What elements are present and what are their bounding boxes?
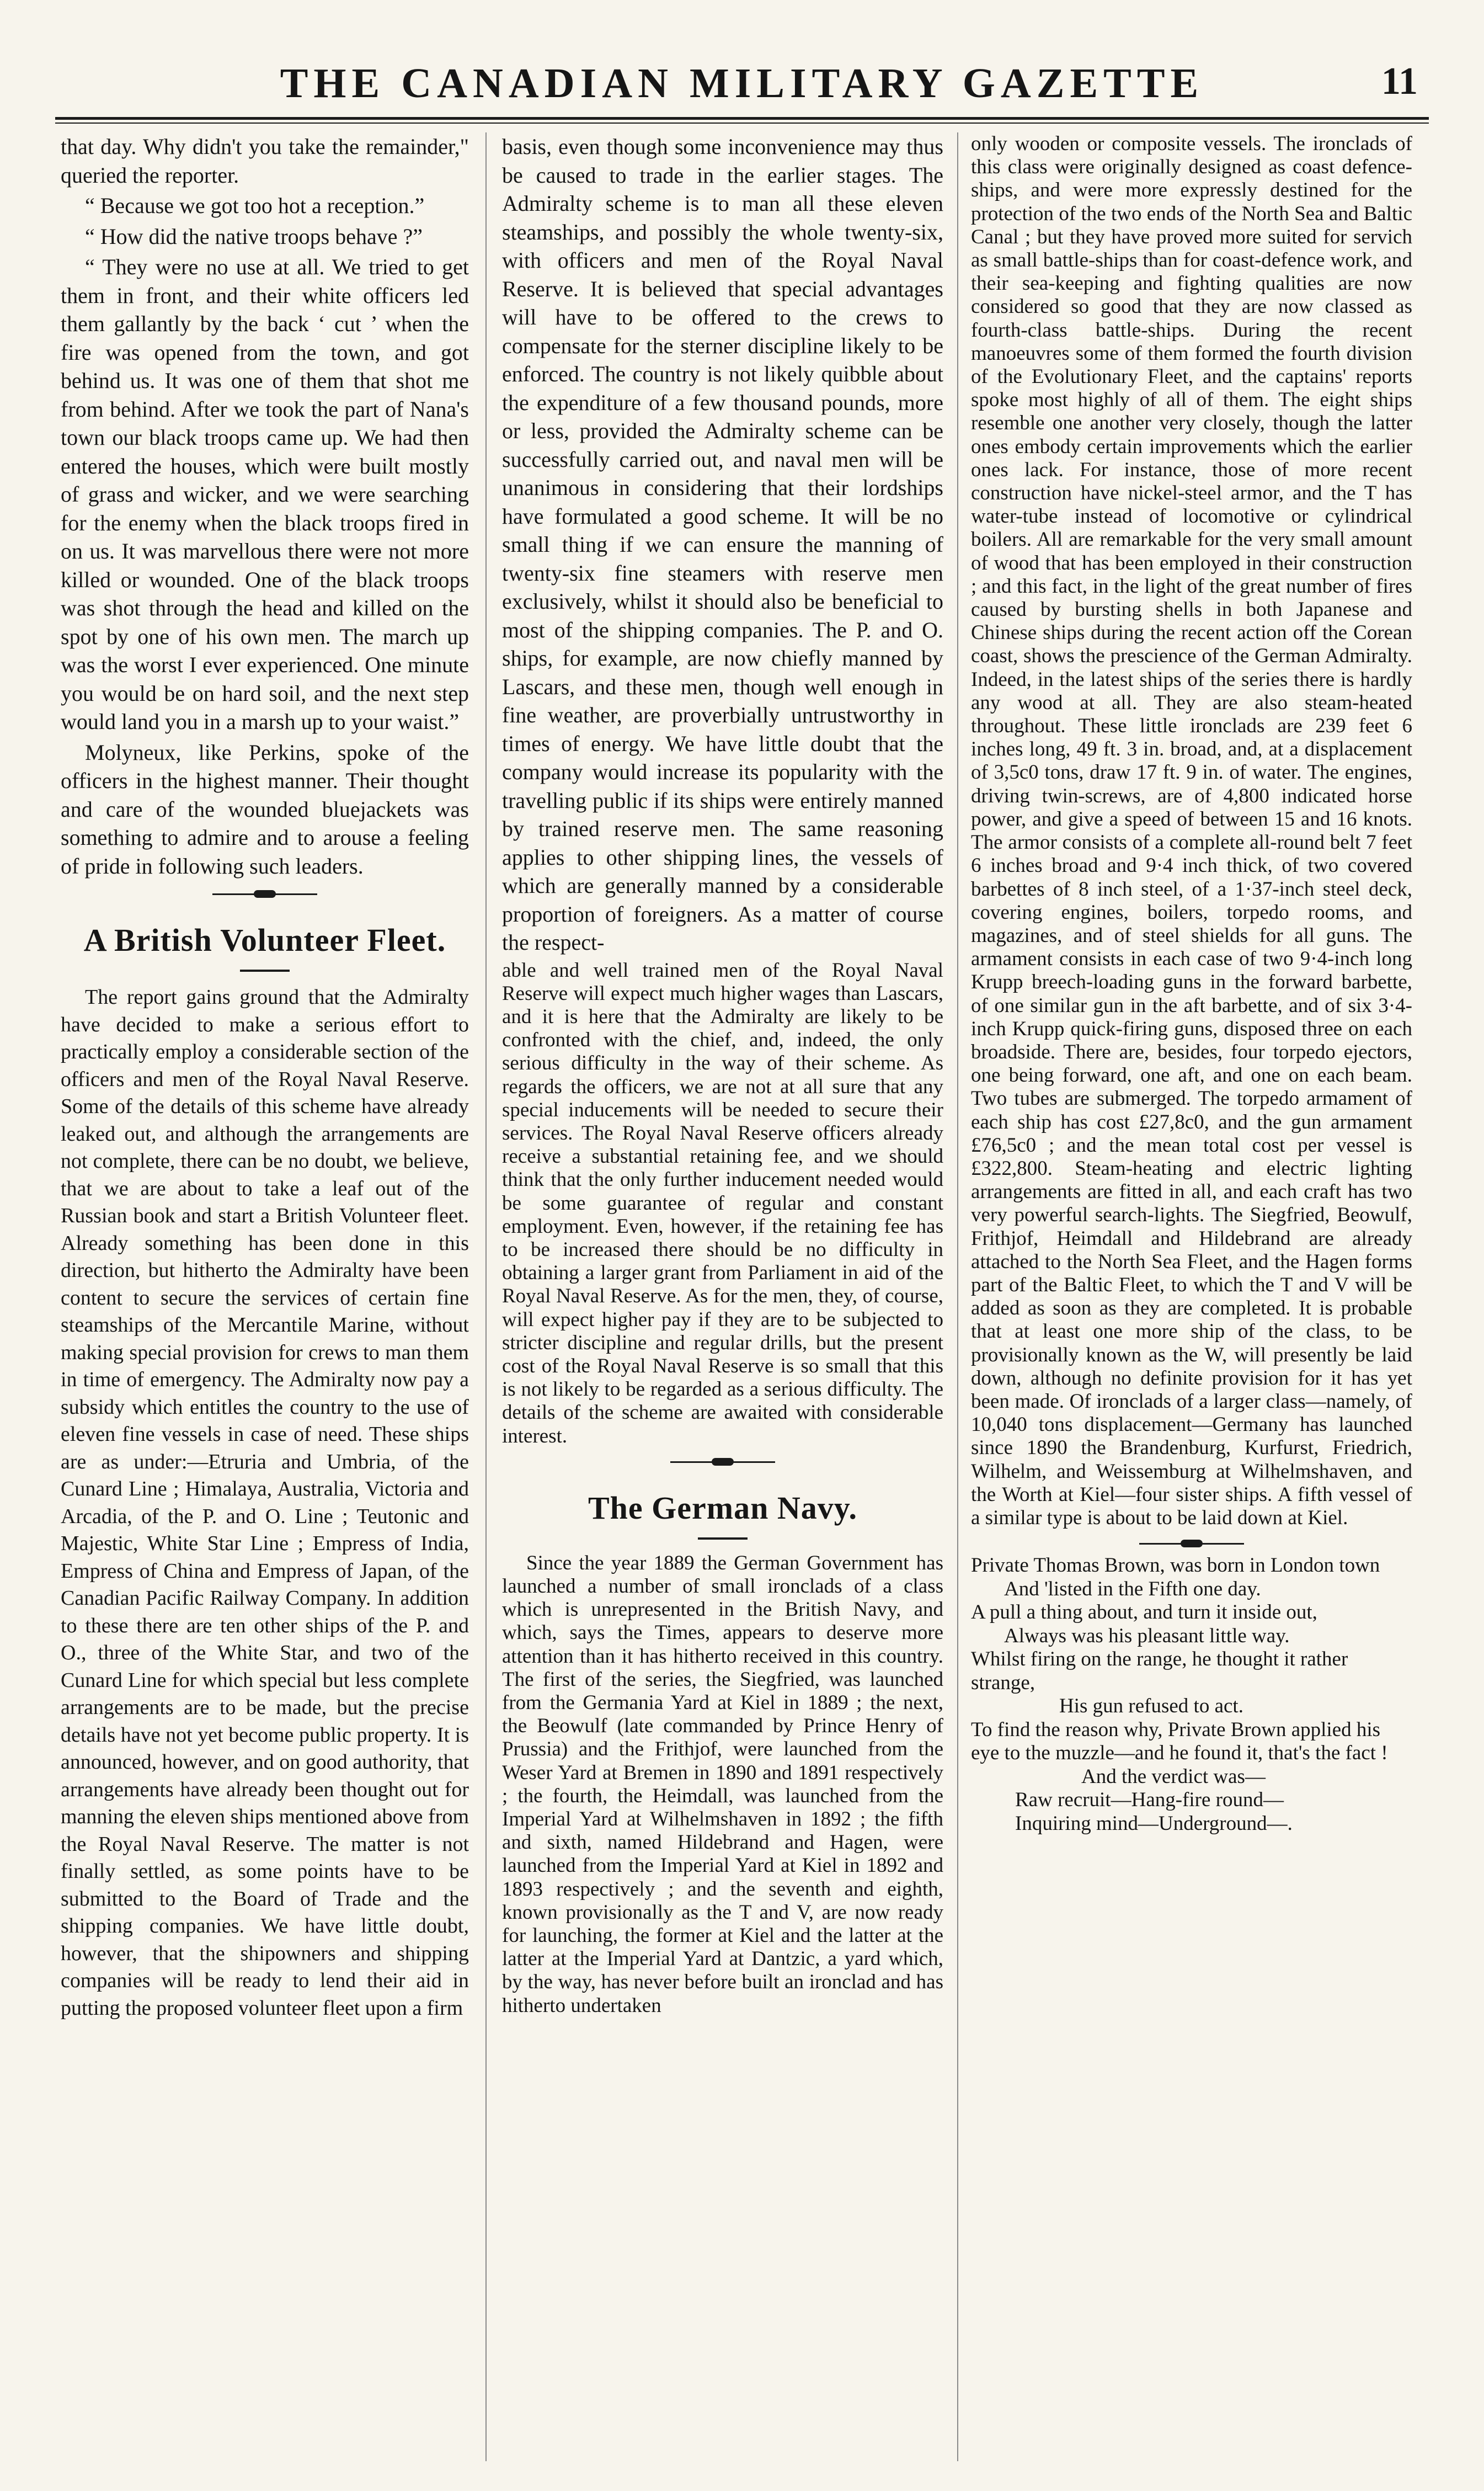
poem-line: Always was his pleasant little way.	[1004, 1624, 1290, 1647]
article-paragraph: basis, even though some inconvenience may thus be caused to trade in the earlier stages. The Admiralty scheme is to man all these eleven steamships, and possibly the whole twenty-six, with officers and men of the Royal Naval Reserve. It is believed that special advantages will have to be offered to the crews to compensate for the sterner discipline likely to be enforced. The country is not likely quibble about the expenditure of a few thousand pounds, more or less, provided the Admiralty scheme can be successfully carried out, and naval men will be unanimous in considering that their lordships have formulated a good scheme. It will be no small thing if we can ensure the manning of twenty-six fine steamers with reserve men exclusively, whilst it should also be beneficial to most of the shipping companies. The P. and O. ships, for example, are now chiefly manned by Lascars, and these men, though well enough in fine weather, are proverbially untrustworthy in times of energy. We have little doubt that the company would increase its popularity with the travelling public if its ships were entirely manned by trained reserve men. The same reasoning applies to other shipping lines, the vessels of which are generally manned by a considerable proportion of foreigners. As a matter of course the respect-	[502, 134, 943, 955]
poem-line: Private Thomas Brown, was born in London town	[971, 1554, 1380, 1577]
poem-line: Whilst firing on the range, he thought it rather strange,	[971, 1648, 1348, 1694]
poem-line: To find the reason why, Private Brown applied his eye to the muzzle—and he found it, that's the fact !	[971, 1718, 1388, 1765]
article-paragraph: Since the year 1889 the German Government has launched a number of small ironclads of a class which is unrepresented in the British Navy, and which, says the Times, appears to deserve more attention than it has hitherto received in this country. The first of the series, the Siegfried, was launched from the Germania Yard at Kiel in 1889 ; the next, the Beowulf (late commanded by Prince Henry of Prussia) and the Frithjof, were launched from the Weser Yard at Bremen in 1890 and 1891 respectively ; the fourth, the Heimdall, was launched from the Imperial Yard at Wilhelmshaven in 1892 ; the fifth and sixth, named Hildebrand and Hagen, were launched from the Imperial Yard at Kiel in 1892 and 1893 respectively ; and the seventh and eighth, known provisionally as the T and V, are now ready for launching, the former at Kiel and the latter at the latter at the Imperial Yard at Dantzic, a yard which, by the way, has never before built an ironclad and has hitherto undertaken	[502, 1551, 943, 2017]
article-paragraph: “ They were no use at all. We tried to get them in front, and their white officers led them gallantly by the back ‘ cut ’ when the fire was opened from the town, and got behind us. It was one of them that shot me from behind. After we took the part of Nana's town our black troops came up. We had then entered the houses, which were built mostly of grass and wicker, and we were searching for the enemy when the black troops fired in on us. It was marvellous there were not more killed or wounded. One of the black troops was shot through the head and killed on the spot by one of his own men. The march up was the worst I ever experienced. One minute you would be on hard soil, and the next step would land you in a marsh up to your waist.”	[61, 254, 469, 734]
section-ornament	[61, 882, 469, 904]
article-paragraph: “ How did the native troops behave ?”	[85, 223, 423, 249]
section-ornament	[971, 1532, 1412, 1554]
article-paragraph: “ Because we got too hot a reception.”	[85, 193, 425, 218]
article-paragraph: The report gains ground that the Admiralty have decided to make a serious effort to practically employ a considerable section of the officers and men of the Royal Naval Reserve. Some of the details of this scheme have already leaked out, and although the arrangements are not complete, there can be no doubt, we believe, that we are about to take a leaf out of the Russian book and start a British Volunteer fleet. Already something has been done in this direction, but hitherto the Admiralty have been content to secure the services of certain fine steamships of the Mercantile Marine, without making special provision for crews to man them in time of emergency. The Admiralty now pay a subsidy which entitles the country to the use of eleven fine vessels in case of need. These ships are as under:—Etruria and Umbria, of the Cunard Line ; Himalaya, Australia, Victoria and Arcadia, of the P. and O. Line ; Teutonic and Majestic, White Star Line ; Empress of India, Empress of China and Empress of Japan, of the Canadian Pacific Railway Company. In addition to these there are ten other ships of the P. and O., three of the White Star, and two of the Cunard Line for which special but less complete arrangements are to be made, but the precise details have not yet become public property. It is announced, however, and on good authority, that arrangements have already been thought out for manning the eleven ships mentioned above from the Royal Naval Reserve. The matter is not finally settled, as some points have to be submitted to the Board of Trade and the shipping companies. We have little doubt, however, that the shipowners and shipping companies will be ready to lend their aid in putting the proposed volunteer fleet upon a firm	[61, 986, 469, 2020]
headline-british-volunteer-fleet: A British Volunteer Fleet.	[83, 922, 446, 958]
page-number: 11	[1381, 60, 1418, 103]
column-separator	[485, 132, 487, 2461]
headline-underline	[240, 970, 290, 972]
poem-line: And 'listed in the Fifth one day.	[1004, 1577, 1261, 1600]
poem-line: His gun refused to act.	[1059, 1695, 1243, 1718]
header-rule-thick	[55, 117, 1429, 120]
article-paragraph: only wooden or composite vessels. The ironclads of this class were originally designed as coast defence-ships, and were more expressly destined for the protection of the two ends of the North Sea and Baltic Canal ; but they have proved more suited for servich as small battle-ships than for coast-defence work, and their sea-keeping and fighting qualities are now considered so good that they are now classed as fourth-class battle-ships. During the recent manoeuvres some of them formed the fourth division of the Evolutionary Fleet, and the captains' reports spoke most highly of all of them. The eight ships resemble one another very closely, though the latter ones embody certain improvements which the earlier ones lack. For instance, those of more recent construction have nickel-steel armor, and the T has water-tube instead of locomotive or cylindrical boilers. All are remarkable for the very small amount of wood that has been employed in their construction ; and this fact, in the light of the great number of fires caused by bursting shells in both Japanese and Chinese ships during the recent action off the Corean coast, shows the prescience of the German Admiralty. Indeed, in the latest ships of the series there is hardly any wood at all. They are also steam-heated throughout. These little ironclads are 239 feet 6 inches long, 49 ft. 3 in. broad, and, at a displacement of 3,5c0 tons, draw 17 ft. 9 in. of water. The engines, driving twin-screws, are of 4,800 indicated horse power, and give a speed of between 15 and 16 knots. The armor consists of a complete all-round belt 7 feet 6 inches broad and 9·4 inch thick, of two covered barbettes of 8 inch steel, of a 1·37-inch steel deck, covering engines, boilers, torpedo rooms, and magazines, and of steel shields for all guns. The armament consists in each case of two 9·4-inch long Krupp breech-loading guns in the forward barbette, of one similar gun in the aft barbette, and of six 3·4-inch Krupp quick-firing guns, disposed three on each broadside. There are, besides, four torpedo ejectors, one being forward, one aft, and one on each beam. Two tubes are submerged. The torpedo armament of each ship has cost £27,8c0, and the gun armament £76,5c0 ; and the mean total cost per vessel is £322,800. Steam-heating and electric lighting arrangements are fitted in all, and each craft has two very powerful search-lights. The Siegfried, Beowulf, Frithjof, Heimdall and Hildebrand are already attached to the North Sea Fleet, and the Hagen forms part of the Baltic Fleet, to which the T and V will be added as soon as they are completed. It is probable that at least one more ship of the class, to be provisionally known as the W, will presently be laid down, although no definite provision for it has yet been made. Of ironclads of a larger class—namely, of 10,040 tons displacement—Germany has launched since 1890 the Brandenburg, Kurfurst, Friedrich, Wilhelm, and Weissemburg at Wilhelmshaven, and the Worth at Kiel—four sister ships. A fifth vessel of a similar type is about to be laid down at Kiel.	[971, 132, 1412, 1529]
column-1	[61, 132, 469, 2467]
section-ornament	[502, 1450, 943, 1472]
headline-german-navy: The German Navy.	[588, 1489, 858, 1526]
column-separator	[957, 132, 958, 2461]
page-title: THE CANADIAN MILITARY GAZETTE	[280, 60, 1204, 107]
article-paragraph: able and well trained men of the Royal Naval Reserve will expect much higher wages than Lascars, and it is here that the Admiralty are likely to be confronted with the chief, and, indeed, the only serious difficulty in the way of their scheme. As regards the officers, we are not at all sure that any special inducements will be needed to secure their services. The Royal Naval Reserve officers already receive a substantial retaining fee, and we should think that the only further inducement needed would be some guarantee of regular and constant employment. Even, however, if the retaining fee has to be increased there should be no difficulty in obtaining a larger grant from Parliament in aid of the Royal Naval Reserve. As for the men, they, of course, will expect higher pay if they are to be subjected to stricter discipline and regular drills, but the present cost of the Royal Naval Reserve is so small that this is not likely to be regarded as a serious difficulty. The details of the scheme are awaited with considerable interest.	[502, 959, 943, 1447]
poem-line: Raw recruit—Hang-fire round—	[1015, 1789, 1284, 1812]
article-paragraph: that day. Why didn't you take the remainder," queried the reporter.	[61, 134, 469, 188]
masthead	[55, 50, 1429, 116]
article-paragraph: Molyneux, like Perkins, spoke of the officers in the highest manner. Their thought and care of the wounded bluejackets was something to admire and to arouse a feeling of pride in following such leaders.	[61, 739, 469, 879]
poem-line: Inquiring mind—Underground—.	[1015, 1812, 1293, 1835]
poem-line: A pull a thing about, and turn it inside out,	[971, 1601, 1317, 1624]
poem	[971, 1554, 1412, 1835]
column-2	[502, 132, 943, 2467]
poem-line: And the verdict was—	[1081, 1765, 1266, 1788]
headline-underline	[698, 1537, 748, 1540]
header-rule-thin	[55, 123, 1429, 124]
column-3	[971, 132, 1412, 2467]
